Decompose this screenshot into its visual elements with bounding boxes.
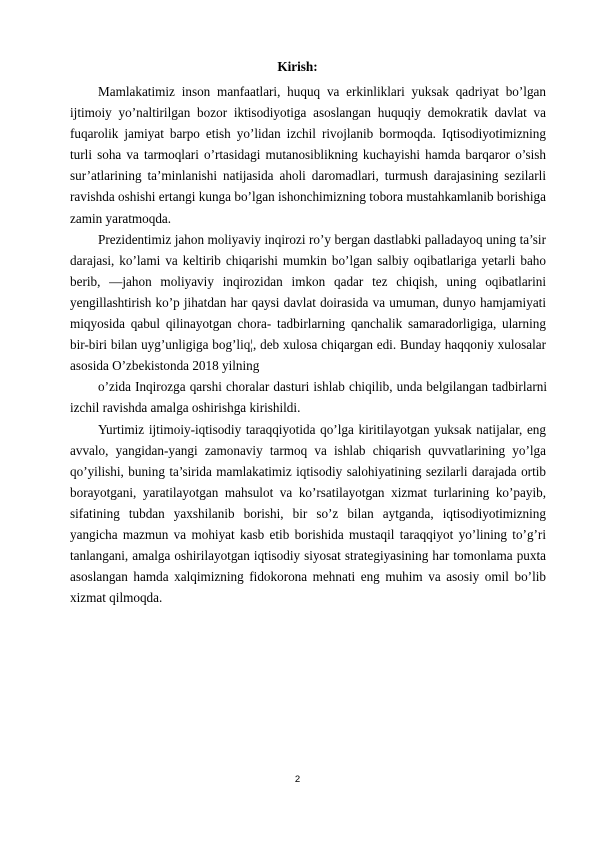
body-text: [70, 81, 546, 608]
page-number: 2: [294, 774, 301, 785]
paragraph-progress: Yurtimiz ijtimoiy-iqtisodiy taraqqiyotida qo’lga kiritilayotgan yuksak natijalar, eng avvalo, yangidan-yangi zamonaviy tarmoq va ishlab chiqarish quvvatlarining yo’lga qo’yilishi, buning ta’sirida mamlakatimiz iqtisodiy salohiyatining sezilarli darajada ortib borayotgani, yaratilayotgan mahsulot va ko’rsatilayotgan xizmat turlarining ko’payib, sifatining tubdan yaxshilanib borishi, bir so’z bilan aytganda, iqtisodiyotimizning yangicha mazmun va mohiyat kasb etib borishida mustaqil taraqqiyot yo’lining to’g’ri tanlangani, amalga oshirilayotgan iqtisodiy siyosat strategiyasining har tomonlama puxta asoslangan hamda xalqimizning fidokorona mehnati eng muhim va asosiy omil bo’lib xizmat qilmoqda.: [70, 421, 546, 606]
paragraph-crisis: Prezidentimiz jahon moliyaviy inqirozi ro’y bergan dastlabki palladayoq uning ta’sir darajasi, ko’lami va keltirib chiqarishi mumkin bo’lgan salbiy oqibatlariga yetarli baho berib, ―jahon moliyaviy inqirozidan imkon qadar tez chiqish, uning oqibatlarini yengillashtirish ko’p jihatdan har qaysi davlat doirasida va umuman, dunyo hamjamiyati miqyosida qabul qilinayotgan chora- tadbirlarning qanchalik samaradorligiga, ularning bir-biri bilan uyg’unligiga bog’liq¦, deb xulosa chiqargan edi. Bunday haqqoniy xulosalar asosida O’zbekistonda 2018 yilning: [70, 231, 546, 374]
paragraph-program: o’zida Inqirozga qarshi choralar dasturi ishlab chiqilib, unda belgilangan tadbirlarni izchil ravishda amalga oshirishga kirishildi.: [70, 379, 547, 416]
paragraph-intro: Mamlakatimiz inson manfaatlari, huquq va erkinliklari yuksak qadriyat bo’lgan ijtimoiy yo’naltirilgan bozor iktisodiyotiga asoslangan huquqiy demokratik davlat va fuqarolik jamiyat barpo etish yo’lidan izchil rivojlanib bormoqda. Iqtisodiyotimizning turli soha va tarmoqlari o’rtasidagi mutanosiblikning kuchayishi hamda barqaror o’sish sur’atlarining ta’minlanishi natijasida aholi daromadlari, turmush darajasining sezilarli ravishda oshishi ertangi kunga bo’lgan ishonchimizning tobora mustahkamlanib borishiga zamin yaratmoqda.: [70, 84, 546, 226]
section-title: Kirish:: [277, 59, 318, 74]
